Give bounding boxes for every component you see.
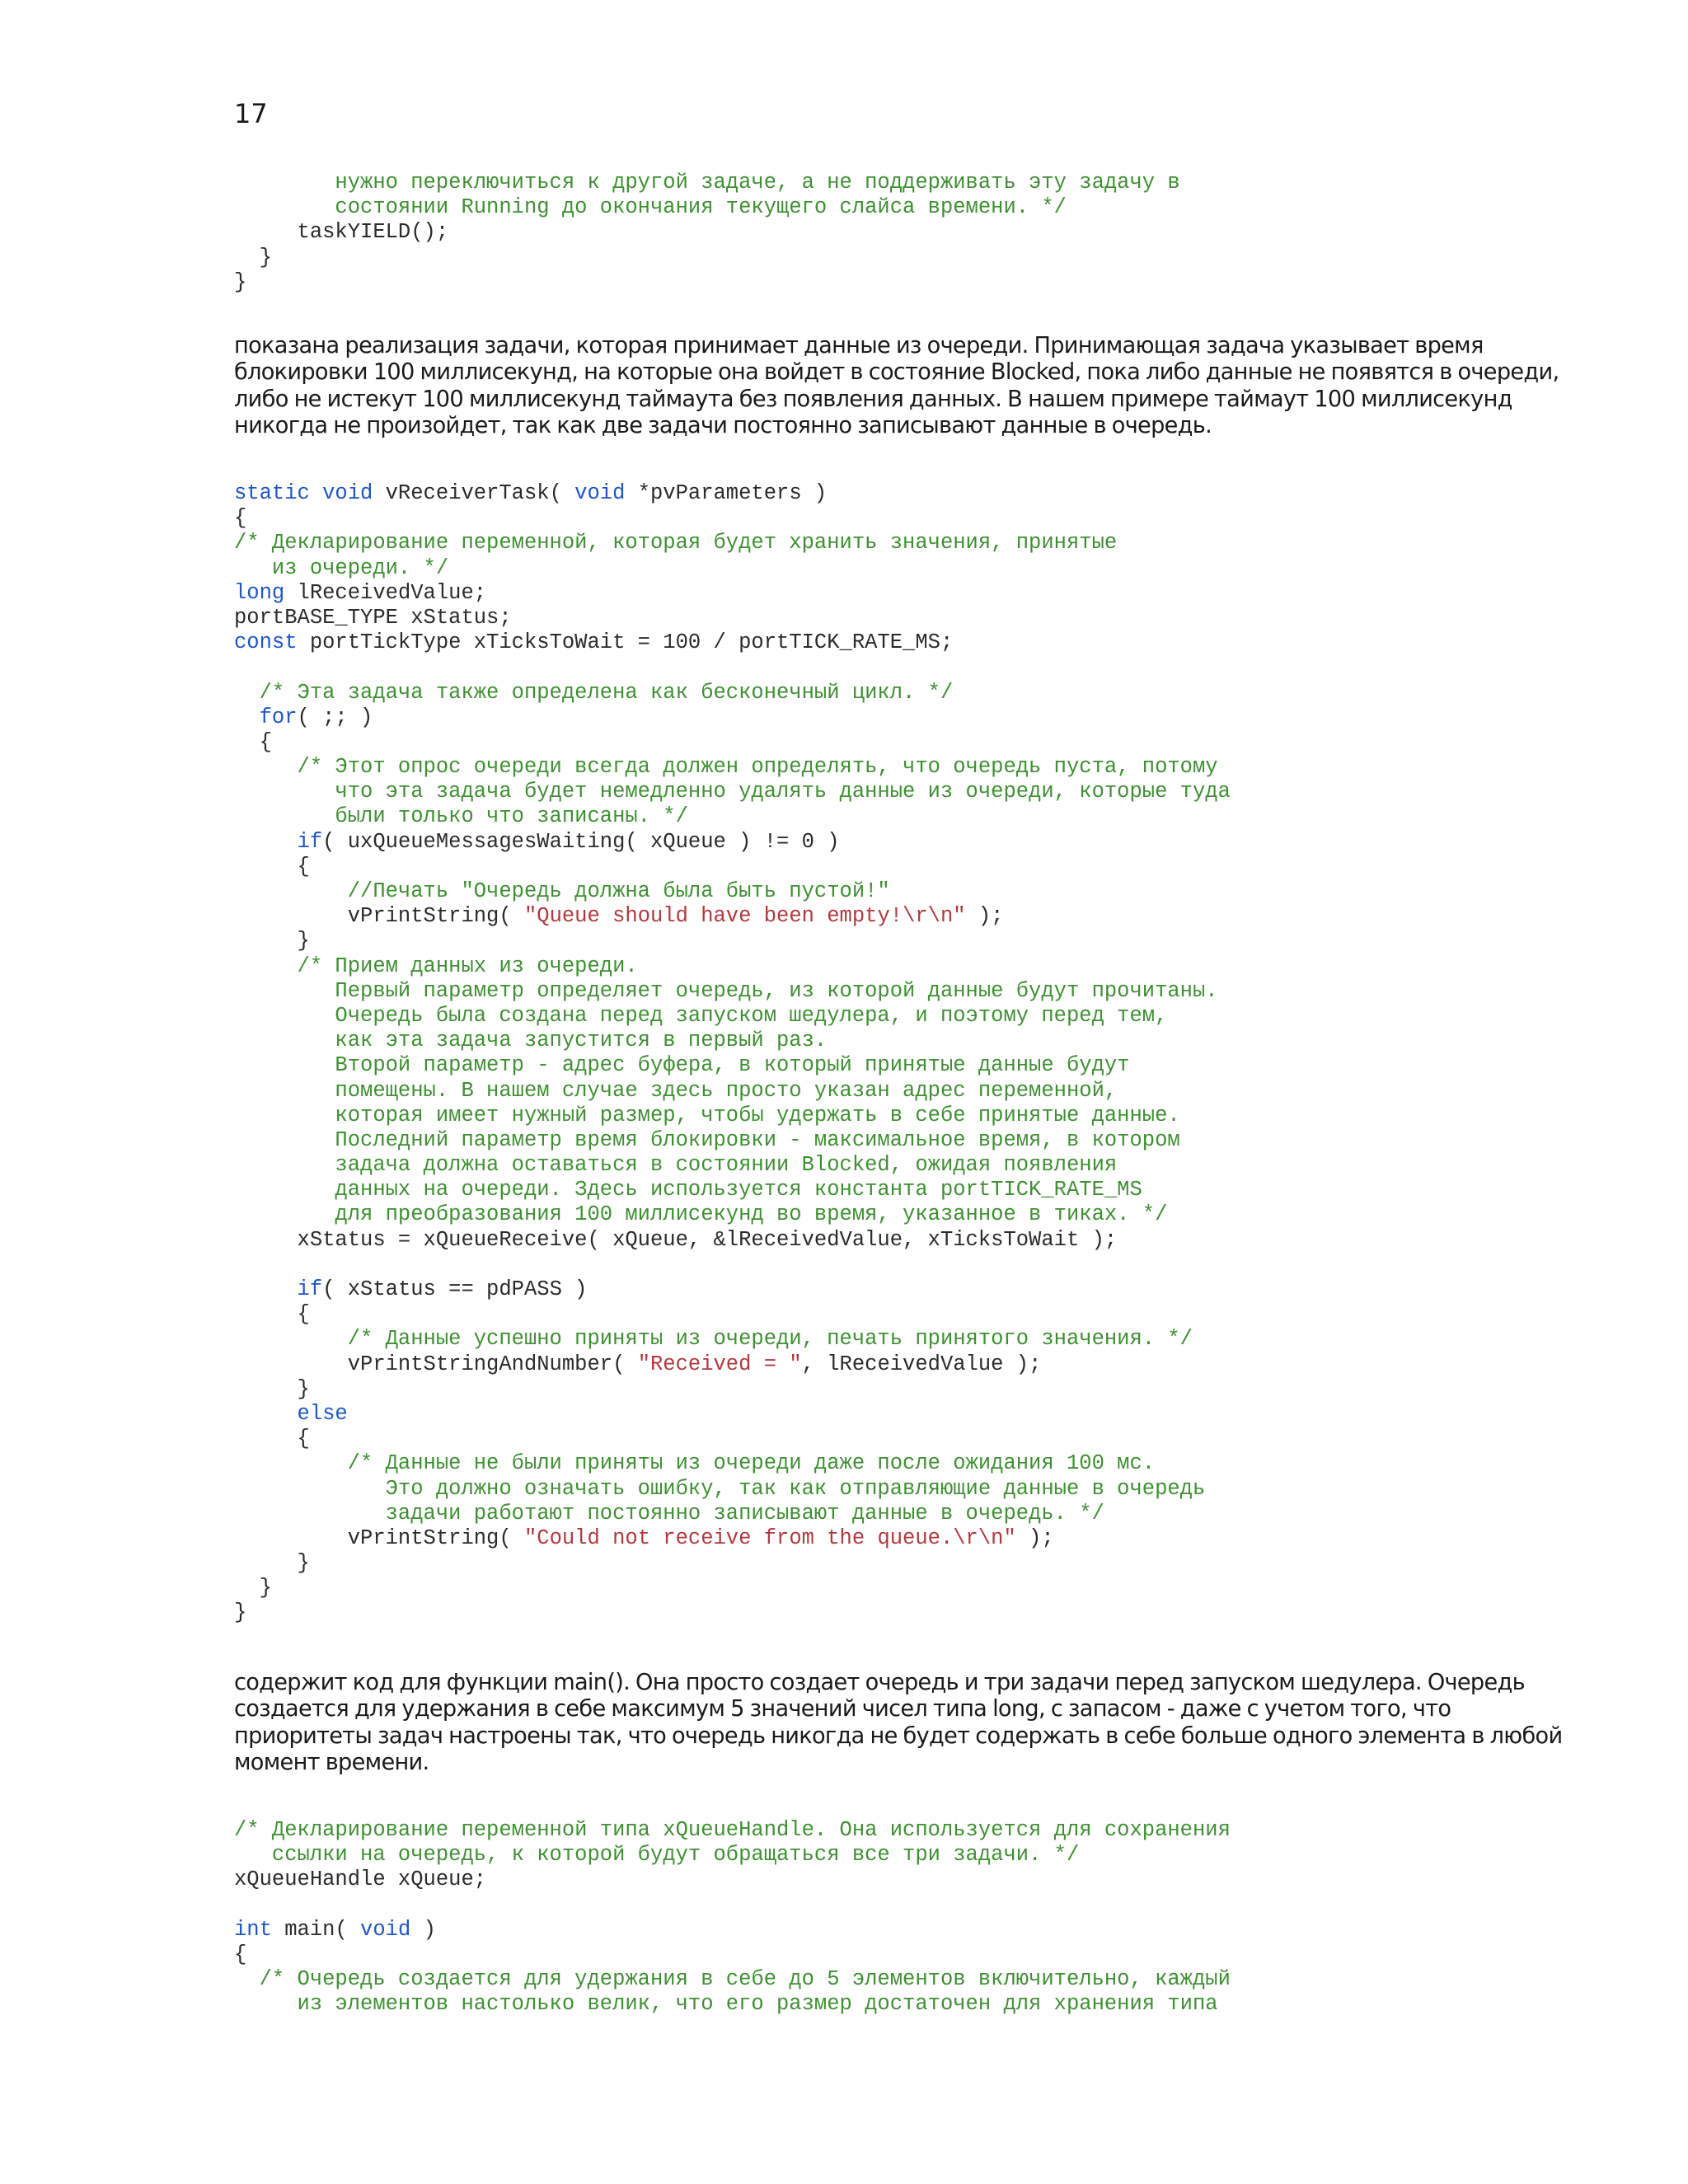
code-token: { — [234, 1302, 310, 1327]
code-token: } — [234, 929, 310, 954]
code-line — [234, 979, 1231, 1004]
code-token: vPrintStringAndNumber( — [234, 1352, 638, 1376]
code-token: что эта задача будет немедленно удалять данные из очереди, которые туда — [234, 780, 1231, 804]
page-number: 17 — [234, 98, 268, 129]
code-token: for — [234, 705, 298, 729]
code-line — [234, 1576, 1231, 1601]
code-line — [234, 1277, 1231, 1302]
code-token: { — [234, 1427, 310, 1451]
code-line — [234, 1427, 1231, 1451]
code-line — [234, 630, 1231, 655]
code-token: taskYIELD(); — [234, 220, 449, 245]
code-token: помещены. В нашем случае здесь просто указан адрес переменной, — [234, 1078, 1118, 1103]
code-line — [234, 246, 1180, 270]
code-token: } — [234, 1601, 247, 1625]
code-token: } — [234, 1576, 272, 1601]
code-token: "Could not receive from the queue.\r\n" — [523, 1526, 1016, 1550]
code-line — [234, 1992, 1231, 2017]
code-token: vReceiverTask( — [373, 481, 575, 505]
code-line — [234, 1228, 1231, 1253]
code-token: xStatus = xQueueReceive( xQueue, &lReceivedValue, xTicksToWait ); — [234, 1227, 1118, 1252]
code-token: { — [234, 506, 247, 531]
code-token: как эта задача запустится в первый раз. — [234, 1029, 828, 1053]
code-line — [234, 954, 1231, 979]
code-block-task-yield-ending — [234, 171, 1180, 295]
code-line — [234, 1029, 1231, 1053]
code-token: /* Данные успешно приняты из очереди, печать принятого значения. */ — [234, 1327, 1193, 1352]
code-token: *pvParameters ) — [625, 481, 828, 505]
code-token: void — [360, 1917, 411, 1942]
code-line — [234, 705, 1231, 730]
code-line — [234, 506, 1231, 531]
code-token: ( ;; ) — [297, 705, 373, 729]
code-line — [234, 855, 1231, 879]
code-token: ); — [965, 904, 1004, 929]
code-line — [234, 1967, 1231, 1992]
code-line — [234, 1128, 1231, 1153]
code-token: Очередь была создана перед запуском шедулера, и поэтому перед тем, — [234, 1003, 1168, 1028]
code-line — [234, 606, 1231, 630]
code-line — [234, 1053, 1231, 1078]
code-token: были только что записаны. */ — [234, 804, 688, 829]
code-token: int — [234, 1917, 272, 1942]
code-token: vPrintString( — [234, 904, 524, 929]
code-token: static void — [234, 481, 373, 505]
code-line — [234, 171, 1180, 195]
code-line — [234, 830, 1231, 855]
code-line — [234, 904, 1231, 929]
code-line — [234, 1079, 1231, 1104]
code-token: } — [234, 245, 272, 269]
code-token: , lReceivedValue ); — [801, 1352, 1042, 1376]
code-token: void — [574, 481, 626, 505]
code-token: /* Очередь создается для удержания в себе до 5 элементов включительно, каждый — [234, 1967, 1231, 1992]
code-token: portTickType xTicksToWait = 100 / portTICK_RATE_MS; — [297, 630, 954, 655]
code-token: Последний параметр время блокировки - максимальное время, в котором — [234, 1127, 1180, 1152]
code-token: const — [234, 630, 298, 655]
code-line — [234, 1153, 1231, 1178]
code-token: ( uxQueueMessagesWaiting( xQueue ) != 0 ) — [322, 829, 840, 854]
code-token: для преобразования 100 миллисекунд во время, указанное в тиках. */ — [234, 1202, 1168, 1227]
code-line — [234, 220, 1180, 245]
code-line — [234, 780, 1231, 804]
code-token: /* Декларирование переменной типа xQueueHandle. Она используется для сохранения — [234, 1818, 1231, 1842]
code-token: { — [234, 729, 272, 754]
code-token: main( — [271, 1917, 361, 1942]
code-line — [234, 1943, 1231, 1967]
code-token: long — [234, 580, 285, 605]
code-token: { — [234, 1942, 247, 1966]
code-line — [234, 1402, 1231, 1427]
code-line — [234, 531, 1231, 555]
code-line — [234, 1302, 1231, 1327]
code-token: состоянии Running до окончания текущего слайса времени. */ — [234, 195, 1067, 220]
code-token: ( xStatus == pdPASS ) — [322, 1277, 588, 1301]
code-token: /* Прием данных из очереди. — [234, 954, 638, 978]
code-line — [234, 581, 1231, 606]
code-block-main-function — [234, 1818, 1231, 2018]
code-block-vreceivertask — [234, 481, 1231, 1626]
paragraph-receiver-task-description: показана реализация задачи, которая принимает данные из очереди. Принимающая задача указывает время блокировки 100 миллисекунд, на которые она войдет в состояние Blocked, пока либо данные не появятся в очереди, либо не истекут 100 миллисекунд таймаута без появления данных. В нашем примере таймаут 100 миллисекунд никогда не произойдет, так как две задачи постоянно записывают данные в очередь. — [234, 333, 1559, 439]
code-line — [234, 481, 1231, 506]
code-token: из элементов настолько велик, что его размер достаточен для хранения типа — [234, 1992, 1218, 2017]
code-token: } — [234, 269, 247, 294]
code-token: /* Эта задача также определена как бесконечный цикл. */ — [234, 680, 954, 705]
code-token: данных на очереди. Здесь используется константа portTICK_RATE_MS — [234, 1178, 1142, 1202]
code-line — [234, 1526, 1231, 1551]
code-token: Первый параметр определяет очередь, из которой данные будут прочитаны. — [234, 978, 1218, 1003]
code-line — [234, 681, 1231, 705]
code-token: задача должна оставаться в состоянии Blocked, ожидая появления — [234, 1153, 1118, 1178]
code-line — [234, 655, 1231, 680]
code-line — [234, 1843, 1231, 1868]
paragraph-main-function-description: содержит код для функции main(). Она просто создает очередь и три задачи перед запуском шедулера. Очередь создается для удержания в себе максимум 5 значений чисел типа long, с запасом - даже с учетом того, что приоритеты задач настроены так, что очередь никогда не будет содержать в себе больше одного элемента в любой момент времени. — [234, 1670, 1563, 1776]
code-token: /* Декларирование переменной, которая будет хранить значения, принятые — [234, 531, 1118, 555]
code-line — [234, 1868, 1231, 1892]
code-token: "Received = " — [637, 1352, 802, 1376]
code-token: ссылки на очередь, к которой будут обращаться все три задачи. */ — [234, 1843, 1080, 1868]
code-line — [234, 1451, 1231, 1476]
code-line — [234, 1601, 1231, 1625]
code-token: задачи работают постоянно записывают данные в очередь. */ — [234, 1501, 1104, 1526]
code-line — [234, 1178, 1231, 1202]
code-line — [234, 1004, 1231, 1029]
code-line — [234, 1502, 1231, 1526]
code-line — [234, 730, 1231, 755]
code-token: else — [234, 1401, 348, 1426]
code-line — [234, 1818, 1231, 1843]
code-token: if — [234, 829, 323, 854]
code-token: xQueueHandle xQueue; — [234, 1868, 487, 1892]
code-line — [234, 879, 1231, 904]
code-token: Второй параметр - адрес буфера, в который принятые данные будут — [234, 1053, 1130, 1078]
code-token: /* Данные не были приняты из очереди даже после ожидания 100 мс. — [234, 1451, 1156, 1476]
code-line — [234, 1253, 1231, 1277]
code-line — [234, 270, 1180, 295]
code-token: portBASE_TYPE xStatus; — [234, 605, 512, 630]
code-line — [234, 1377, 1231, 1402]
code-line — [234, 1477, 1231, 1502]
code-token: } — [234, 1376, 310, 1401]
code-token: Это должно означать ошибку, так как отправляющие данные в очередь — [234, 1476, 1206, 1501]
code-token: //Печать "Очередь должна была быть пустой!" — [234, 879, 890, 903]
code-line — [234, 1352, 1231, 1377]
code-token: vPrintString( — [234, 1526, 524, 1550]
code-token: нужно переключиться к другой задаче, а не поддерживать эту задачу в — [234, 171, 1180, 194]
code-token: ); — [1015, 1526, 1054, 1550]
code-line — [234, 1893, 1231, 1918]
code-token: } — [234, 1551, 310, 1576]
code-line — [234, 1104, 1231, 1128]
code-line — [234, 195, 1180, 220]
code-token: lReceivedValue; — [284, 580, 487, 605]
code-token: "Queue should have been empty!\r\n" — [523, 904, 966, 929]
code-line — [234, 929, 1231, 954]
code-token: ) — [410, 1917, 436, 1942]
code-line — [234, 1202, 1231, 1227]
code-token: /* Этот опрос очереди всегда должен определять, что очередь пуста, потому — [234, 755, 1218, 780]
code-token: из очереди. */ — [234, 555, 449, 580]
code-line — [234, 1327, 1231, 1352]
code-token: if — [234, 1277, 323, 1301]
code-line — [234, 804, 1231, 829]
code-line — [234, 1918, 1231, 1943]
code-line — [234, 556, 1231, 581]
code-line — [234, 755, 1231, 780]
code-token: { — [234, 854, 310, 879]
code-line — [234, 1551, 1231, 1576]
code-token: которая имеет нужный размер, чтобы удержать в себе принятые данные. — [234, 1103, 1180, 1127]
